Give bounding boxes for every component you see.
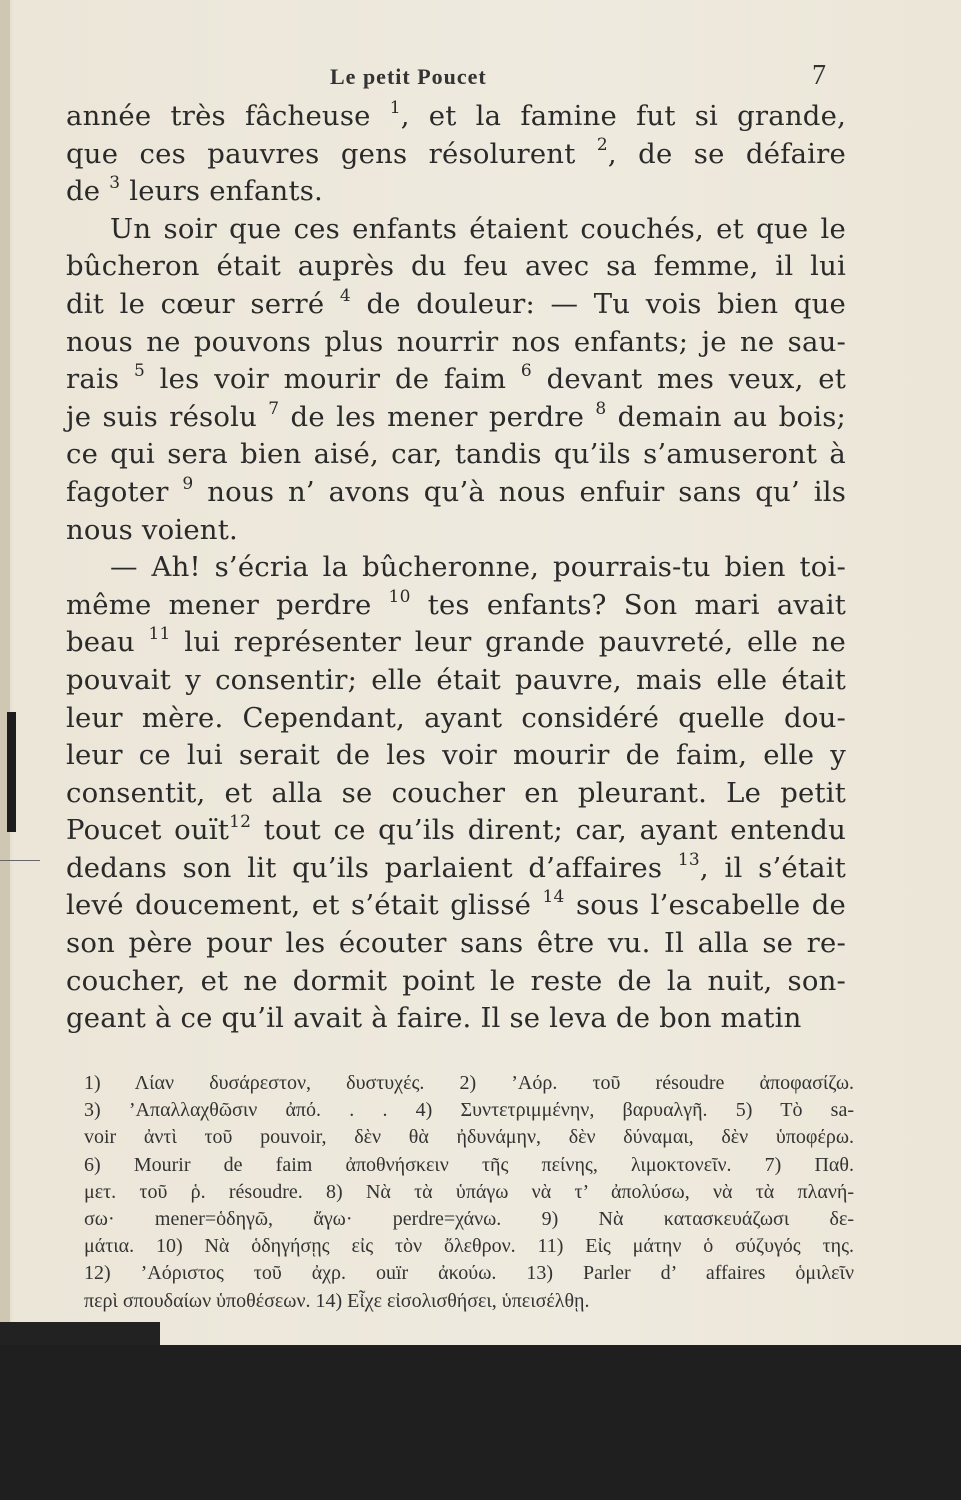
footnotes (84, 1070, 854, 1315)
text-segment: année très fâcheuse (66, 100, 390, 132)
text-line (66, 662, 846, 700)
footnote-marker: 11 (148, 624, 171, 645)
text-segment: rais (66, 363, 134, 396)
text-line (66, 1000, 846, 1038)
text-line (66, 587, 846, 625)
footnote-line: 1) Λίαν δυσάρεστον, δυστυχές. 2) ’Αόρ. τοῦ résoudre ἀποφασίζω. (84, 1072, 854, 1094)
text-segment: les voir mourir de faim (144, 363, 521, 396)
margin-tick (0, 860, 40, 861)
footnote-marker: 12 (229, 812, 252, 833)
text-segment: Un soir que ces enfants étaient couchés, et que le (110, 212, 846, 245)
footnote-line: σω· mener=ὁδηγῶ, ἄγω· perdre=χάνω. 9) Νὰ κατασκευάζωσι δε- (84, 1208, 854, 1231)
text-line (66, 436, 846, 474)
scan-background (0, 1345, 961, 1500)
text-segment: leurs enfants. (120, 175, 323, 208)
text-segment: devant mes veux, et (531, 363, 846, 396)
text-segment: levé doucement, et s’était glissé (66, 889, 543, 922)
text-segment: de douleur: — Tu vois bien que (350, 287, 847, 320)
text-segment: de les mener perdre (279, 400, 596, 433)
text-line (66, 624, 846, 662)
text-segment: bûcheron était auprès du feu avec sa femme, il lui (66, 250, 846, 283)
running-head-title: Le petit Poucet (330, 64, 487, 89)
text-segment: coucher, et ne dormit point le reste de la nuit, son- (66, 964, 846, 997)
text-line (66, 963, 846, 1001)
text-line (66, 248, 846, 286)
text-segment: , il s’était (699, 851, 846, 884)
footnote-marker: 1 (389, 97, 401, 118)
text-segment: nous n’ avons qu’à nous enfuir sans qu’ ils (193, 475, 847, 508)
footnote-line: 12) ’Αόριστος τοῦ ἀχρ. ouïr ἀκούω. 13) Parler d’ affaires ὁμιλεῖν (84, 1262, 854, 1285)
text-segment: tes enfants? Son mari avait (410, 588, 846, 621)
footnote-line: voir ἀντὶ τοῦ pouvoir, δὲν θὰ ἠδυνάμην, δὲν δύναμαι, δὲν ὑποφέρω. (84, 1126, 854, 1149)
footnote-marker: 8 (595, 398, 607, 419)
text-segment: tout ce qu’ils dirent; car, ayant entendu (251, 814, 846, 847)
text-segment: dedans son lit qu’ils parlaient d’affaires (66, 851, 678, 884)
text-line (66, 737, 846, 775)
footnote-marker: 3 (109, 173, 121, 194)
text-segment: que ces pauvres gens résolurent (66, 137, 597, 170)
text-line (66, 173, 846, 211)
footnote-line: περὶ σπουδαίων ὑποθέσεων. 14) Εἶχε εἰσολισθήσει, ὑπεισέλθῃ. (84, 1289, 590, 1312)
text-segment: — Ah! s’écria la bûcheronne, pourrais-tu bien toi- (110, 551, 846, 584)
text-line (66, 286, 846, 324)
text-segment: son père pour les écouter sans être vu. Il alla se re- (66, 927, 846, 960)
text-segment: demain au bois; (606, 400, 846, 433)
text-line (66, 399, 846, 437)
text-segment: je suis résolu (66, 400, 269, 433)
footnote-line: 3) ’Απαλλαχθῶσιν ἀπό. . . 4) Συντετριμμένην, βαρυαλγῆ. 5) Τὸ sa- (84, 1099, 854, 1122)
text-line (66, 549, 846, 587)
text-line (66, 925, 846, 963)
footnote-marker: 7 (268, 398, 280, 419)
text-segment: , de se défaire (607, 137, 846, 170)
text-line (66, 700, 846, 738)
text-line (66, 850, 846, 888)
running-head (0, 60, 961, 94)
text-segment: Poucet ouït (66, 814, 230, 847)
text-segment: geant à ce qu’il avait à faire. Il se leva de bon matin (66, 1002, 802, 1035)
text-segment: lui représenter leur grande pauvreté, elle ne (170, 626, 846, 659)
text-segment: de (66, 175, 110, 208)
text-segment: nous voient. (66, 513, 238, 546)
text-segment: sous l’escabelle de (564, 889, 846, 922)
footnote-marker: 13 (677, 849, 700, 870)
footnote-marker: 5 (133, 361, 145, 381)
footnote-marker: 14 (542, 887, 565, 908)
text-segment: fagoter (66, 475, 183, 508)
text-segment: consentit, et alla se coucher en pleurant. Le petit (66, 776, 846, 809)
text-line (66, 812, 846, 850)
footnote-marker: 2 (596, 135, 608, 156)
footnote-marker: 4 (339, 285, 351, 306)
text-line (66, 361, 846, 399)
text-line (66, 136, 846, 174)
footnote-line: μετ. τοῦ ῥ. résoudre. 8) Νὰ τὰ ὑπάγω νὰ τ’ ἀπολύσω, νὰ τὰ πλανή- (84, 1180, 854, 1203)
text-line (66, 98, 846, 136)
text-segment: pouvait y consentir; elle était pauvre, mais elle était (66, 663, 846, 696)
text-line (66, 324, 846, 362)
page-number: 7 (812, 60, 826, 91)
margin-mark (7, 712, 16, 832)
text-segment: nous ne pouvons plus nourrir nos enfants; je ne sau- (66, 325, 846, 358)
footnote-line: 6) Mourir de faim ἀποθνήσκειν τῆς πείνης, λιμοκτονεῖν. 7) Παθ. (84, 1153, 854, 1176)
text-segment: leur mère. Cependant, ayant considéré quelle dou- (66, 701, 846, 734)
footnote-marker: 10 (388, 586, 411, 607)
text-line (66, 775, 846, 813)
text-segment: leur ce lui serait de les voir mourir de faim, elle y (66, 739, 846, 772)
body-text (66, 98, 846, 1038)
footnote-marker: 9 (182, 473, 194, 494)
text-segment: même mener perdre (66, 588, 389, 621)
text-segment: , et la famine fut si grande, (400, 100, 847, 132)
text-line (66, 887, 846, 925)
text-line (66, 512, 846, 550)
text-line (66, 474, 846, 512)
text-segment: beau (66, 626, 149, 659)
footnote-line: μάτια. 10) Νὰ ὁδηγήσῃς εἰς τὸν ὄλεθρον. 11) Εἰς μάτην ὁ σύζυγός της. (84, 1235, 854, 1258)
footnote-marker: 6 (520, 361, 532, 381)
text-line (66, 211, 846, 249)
text-segment: ce qui sera bien aisé, car, tandis qu’ils s’amuseront à (66, 438, 846, 471)
text-segment: dit le cœur serré (66, 287, 340, 320)
